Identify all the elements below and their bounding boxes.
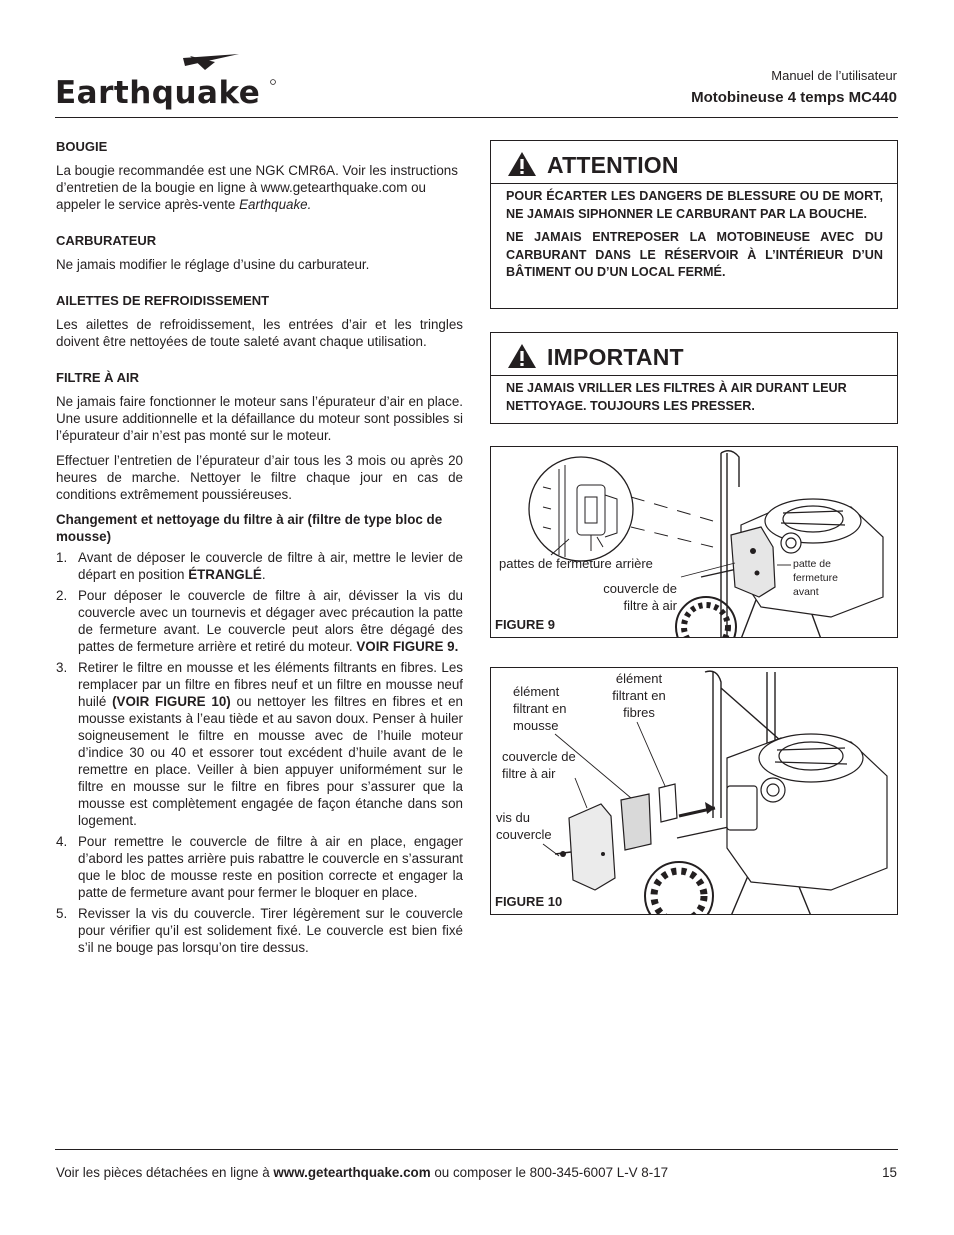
attention-title: ATTENTION: [547, 152, 679, 178]
callout-air-filter-cover: couvercle de filtre à air: [603, 581, 677, 613]
model-title: Motobineuse 4 temps MC440: [691, 89, 897, 106]
attention-paragraph-2: NE JAMAIS ENTREPOSER LA MOTOBINEUSE AVEC DU CARBURANT DANS LE RÉSERVOIR À L’INTÉRIEUR D’UN BÂTIMENT OU D’UN LOCAL FERMÉ.: [506, 230, 883, 279]
list-item: 3. Retirer le filtre en mousse et les éléments filtrants en fibres. Les remplacer par un filtre en fibres neuf et un filtre en mousse neuf huilé (VOIR FIGURE 10) ou nettoyer les filtres en fibres et en mousse existants à l’eau tiède et au savon doux. Penser à huiler soigneusement le filtre en mousse avec de l’huile moteur d’indice 30 ou 40 et essorer tout excédent d’huile avant de le remettre en place. Veiller à bien appuyer uniformément sur le filtre en mousse sur le filtre en fibres pour s’assurer que la mousse est complètement engagée de façon étanche dans son logement.: [56, 660, 463, 828]
footer-url-link[interactable]: www.getearthquake.com: [273, 1165, 431, 1180]
filtre-paragraph-1: Ne jamais faire fonctionner le moteur sans l’épurateur d’air en place. Une usure additionnelle et la défaillance du moteur sont possibles si l’épurateur d’air n’est pas monté sur le moteur.: [56, 394, 463, 443]
bougie-text: La bougie recommandée est une NGK CMR6A. Voir les instructions d’entretien de la bougie en ligne à www.getearthquake.com ou appeler le service après-vente Earthquake.: [56, 163, 458, 212]
attention-paragraph-1: POUR ÉCARTER LES DANGERS DE BLESSURE OU DE MORT, NE JAMAIS SIPHONNER LE CARBURANT PAR LA BOUCHE.: [506, 189, 883, 221]
filtre-subheading: Changement et nettoyage du filtre à air (filtre de type bloc de mousse): [56, 512, 443, 544]
manual-label: Manuel de l’utilisateur: [771, 68, 897, 83]
carburateur-text: Ne jamais modifier le réglage d’usine du carburateur.: [56, 257, 370, 272]
footer-text: Voir les pièces détachées en ligne à www.getearthquake.com ou composer le 800-345-6007 L-V 8-17: [56, 1165, 669, 1180]
header-divider: [55, 117, 898, 118]
important-warning-box: [490, 332, 898, 424]
page-number: 15: [882, 1165, 897, 1180]
filter-steps-list: [56, 549, 463, 956]
attention-header: [491, 141, 897, 184]
warning-triangle-icon: [507, 151, 537, 177]
important-body: [491, 376, 897, 415]
callout-air-filter-cover: couvercle de filtre à air: [502, 749, 576, 781]
attention-warning-box: [490, 140, 898, 309]
attention-body: [491, 184, 897, 282]
list-item: 5. Revisser la vis du couvercle. Tirer légèrement sur le couvercle pour vérifier qu’il est solidement fixé. Le couvercle est bien fixé s’il ne bouge pas lorsqu’on tire dessus.: [56, 906, 463, 955]
important-header: [491, 333, 897, 376]
callout-foam-element: élément filtrant en mousse: [513, 684, 567, 733]
figure-9: [490, 446, 898, 638]
callout-cover-screw: vis du couvercle: [496, 810, 552, 842]
figure-9-illustration: [491, 447, 898, 638]
list-item: 1. Avant de déposer le couvercle de filtre à air, mettre le levier de départ en position ÉTRANGLÉ.: [56, 550, 463, 582]
figure-9-label: FIGURE 9: [495, 617, 555, 632]
callout-rear-tabs: pattes de fermeture arrière: [499, 556, 653, 571]
figure-10-label: FIGURE 10: [495, 894, 563, 909]
ailettes-text: Les ailettes de refroidissement, les entrées d’air et les tringles doivent être nettoyées de toute saleté avant chaque utilisation.: [56, 317, 463, 349]
footer-divider: [55, 1149, 898, 1150]
important-paragraph-1: NE JAMAIS VRILLER LES FILTRES À AIR DURANT LEUR NETTOYAGE. TOUJOURS LES PRESSER.: [506, 381, 847, 413]
list-item: 2. Pour déposer le couvercle de filtre à air, dévisser la vis du couvercle avec un tournevis et dégager avec précaution la patte de fermeture avant. Le couvercle peut alors être dégagé des pattes de fermeture arrière et retiré du moteur. VOIR FIGURE 9.: [56, 588, 463, 654]
figure-10: [490, 667, 898, 915]
section-heading-filtre: FILTRE À AIR: [56, 370, 140, 385]
important-title: IMPORTANT: [547, 344, 684, 370]
list-item: 4. Pour remettre le couvercle de filtre à air en place, engager d’abord les pattes arrière puis rabattre le couvercle en s’assurant que le bloc de mousse reste en position correcte et engager la patte de fermeture avant pour fermer le bloquer en place.: [56, 834, 463, 900]
warning-triangle-icon: [507, 343, 537, 369]
section-heading-bougie: BOUGIE: [56, 139, 108, 154]
section-heading-ailettes: AILETTES DE REFROIDISSEMENT: [56, 293, 270, 308]
earthquake-logo: [55, 52, 277, 114]
filtre-paragraph-2: Effectuer l’entretien de l’épurateur d’air tous les 3 mois ou après 20 heures de marche. Nettoyer le filtre chaque jour en cas de conditions extrêmement poussiéreuses.: [56, 453, 463, 502]
callout-fiber-element: élément filtrant en fibres: [612, 671, 666, 720]
svg-text:Earthquake: Earthquake: [55, 75, 261, 111]
section-heading-carburateur: CARBURATEUR: [56, 233, 157, 248]
maintenance-column: [56, 138, 463, 960]
callout-front-tab: patte de fermeture avant: [793, 558, 838, 598]
